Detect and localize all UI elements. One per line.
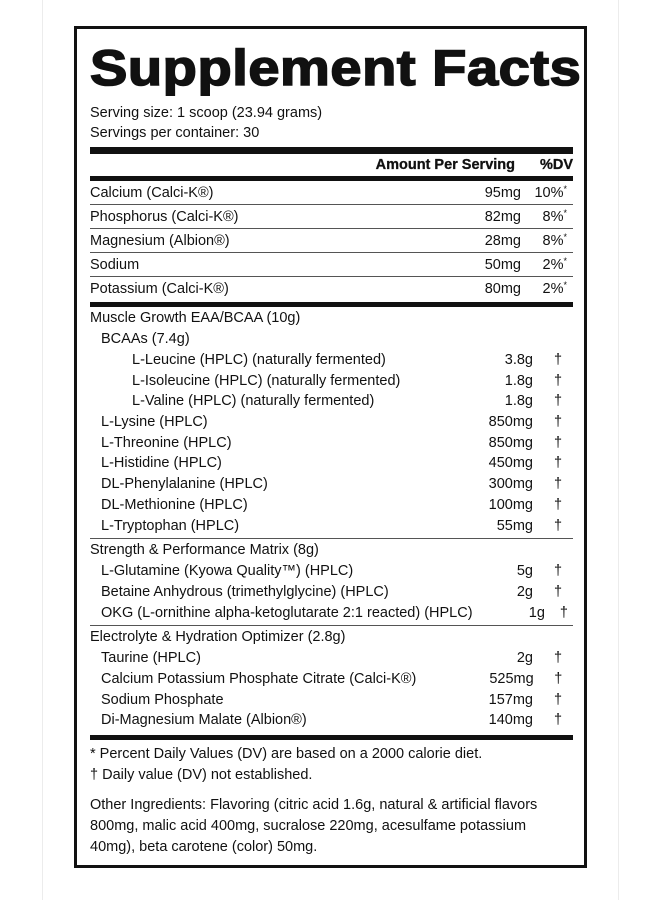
dv-header: %DV (539, 157, 573, 173)
nutrient-dv: 10%* (534, 183, 567, 201)
other-ingredients: Other Ingredients: Flavoring (citric acid 1.6g, natural & artificial flavors 800mg, malic acid 400mg, sucralose 220mg, acesulfame potassium 40mg), beta carotene (color) 50mg. (90, 796, 538, 855)
dagger-icon: † (553, 476, 563, 493)
mineral-row (90, 205, 573, 229)
nutrient-name: Phosphorus (Calci-K®) (90, 208, 239, 225)
section-title: Strength & Performance Matrix (8g) (90, 541, 319, 558)
nutrient-name: Potassium (Calci-K®) (90, 280, 229, 297)
section-title: Electrolyte & Hydration Optimizer (2.8g) (90, 628, 346, 645)
dagger-icon: † (553, 393, 563, 410)
nutrient-dv: 8%* (542, 207, 567, 225)
divider-medium (90, 735, 573, 740)
dagger-icon: † (559, 604, 568, 621)
nutrient-amount: 82mg (484, 208, 521, 225)
section-electrolyte-hydration (90, 626, 573, 731)
ingredient-row: Betaine Anhydrous (trimethylglycine) (HPLC) 2g † (90, 582, 573, 603)
dagger-icon: † (553, 414, 563, 431)
mineral-row (90, 277, 573, 300)
ingredient-row: Taurine (HPLC) 2g † (90, 648, 573, 669)
mineral-row (90, 229, 573, 253)
dagger-icon: † (553, 434, 563, 451)
mineral-row (90, 181, 573, 205)
nutrient-name: Magnesium (Albion®) (90, 232, 230, 249)
nutrient-dv: 2%* (542, 255, 567, 273)
dagger-icon: † (553, 455, 563, 472)
nutrient-amount: 95mg (484, 184, 521, 201)
dagger-icon: † (553, 352, 563, 369)
nutrient-amount: 50mg (484, 256, 521, 273)
nutrient-amount: 28mg (484, 232, 521, 249)
minerals-list (90, 181, 573, 300)
ingredient-row: DL-Methionine (HPLC) 100mg † (90, 495, 573, 516)
footnote-dv: * Percent Daily Values (DV) are based on a 2000 calorie diet. (90, 745, 483, 762)
ingredient-row: Sodium Phosphate 157mg † (90, 689, 573, 710)
servings-per-container: Servings per container: 30 (90, 125, 260, 141)
ingredient-row: Calcium Potassium Phosphate Citrate (Calci-K®) 525mg † (90, 669, 573, 690)
nutrient-name: Sodium (90, 256, 140, 273)
amount-per-serving-header: Amount Per Serving (375, 157, 515, 173)
section-muscle-growth (90, 307, 573, 536)
ingredient-row: L-Leucine (HPLC) (naturally fermented) 3.8g † (90, 350, 573, 371)
dagger-icon: † (553, 563, 563, 580)
ingredient-row: L-Tryptophan (HPLC) 55mg † (90, 515, 573, 536)
ingredient-row: Di-Magnesium Malate (Albion®) 140mg † (90, 710, 573, 731)
ingredient-row: L-Glutamine (Kyowa Quality™) (HPLC) 5g † (90, 561, 573, 582)
ingredient-row: L-Valine (HPLC) (naturally fermented) 1.8g † (90, 391, 573, 412)
dagger-icon: † (553, 496, 563, 513)
ingredient-row: L-Isoleucine (HPLC) (naturally fermented) 1.8g † (90, 370, 573, 391)
serving-size: Serving size: 1 scoop (23.94 grams) (90, 105, 323, 121)
dagger-icon: † (553, 583, 563, 600)
dagger-icon: † (553, 691, 563, 708)
supplement-facts-panel (74, 26, 587, 868)
column-header-row (90, 154, 573, 176)
nutrient-name: Calcium (Calci-K®) (90, 184, 214, 201)
dagger-icon: † (553, 372, 563, 389)
divider-thick (90, 147, 573, 154)
mineral-row (90, 253, 573, 277)
ingredient-row: L-Lysine (HPLC) 850mg † (90, 412, 573, 433)
image-frame-edge-right (618, 0, 619, 900)
nutrient-amount: 80mg (484, 280, 521, 297)
ingredient-row: L-Threonine (HPLC) 850mg † (90, 432, 573, 453)
footnotes (90, 744, 573, 786)
dagger-icon: † (554, 670, 563, 687)
ingredient-row: L-Histidine (HPLC) 450mg † (90, 453, 573, 474)
panel-title: Supplement Facts (90, 40, 582, 96)
dagger-icon: † (553, 517, 563, 534)
ingredient-row: DL-Phenylalanine (HPLC) 300mg † (90, 474, 573, 495)
image-frame-edge-left (42, 0, 43, 900)
nutrient-dv: 8%* (542, 231, 567, 249)
dagger-icon: † (553, 712, 563, 729)
nutrient-dv: 2%* (542, 279, 567, 297)
subgroup-title: BCAAs (7.4g) (101, 331, 190, 348)
ingredient-row: OKG (L-ornithine alpha-ketoglutarate 2:1 reacted) (HPLC) 1g † (90, 602, 573, 623)
dagger-icon: † (553, 650, 563, 667)
section-strength-performance (90, 539, 573, 623)
section-title: Muscle Growth EAA/BCAA (10g) (90, 310, 301, 326)
footnote-dagger: † Daily value (DV) not established. (90, 766, 313, 783)
